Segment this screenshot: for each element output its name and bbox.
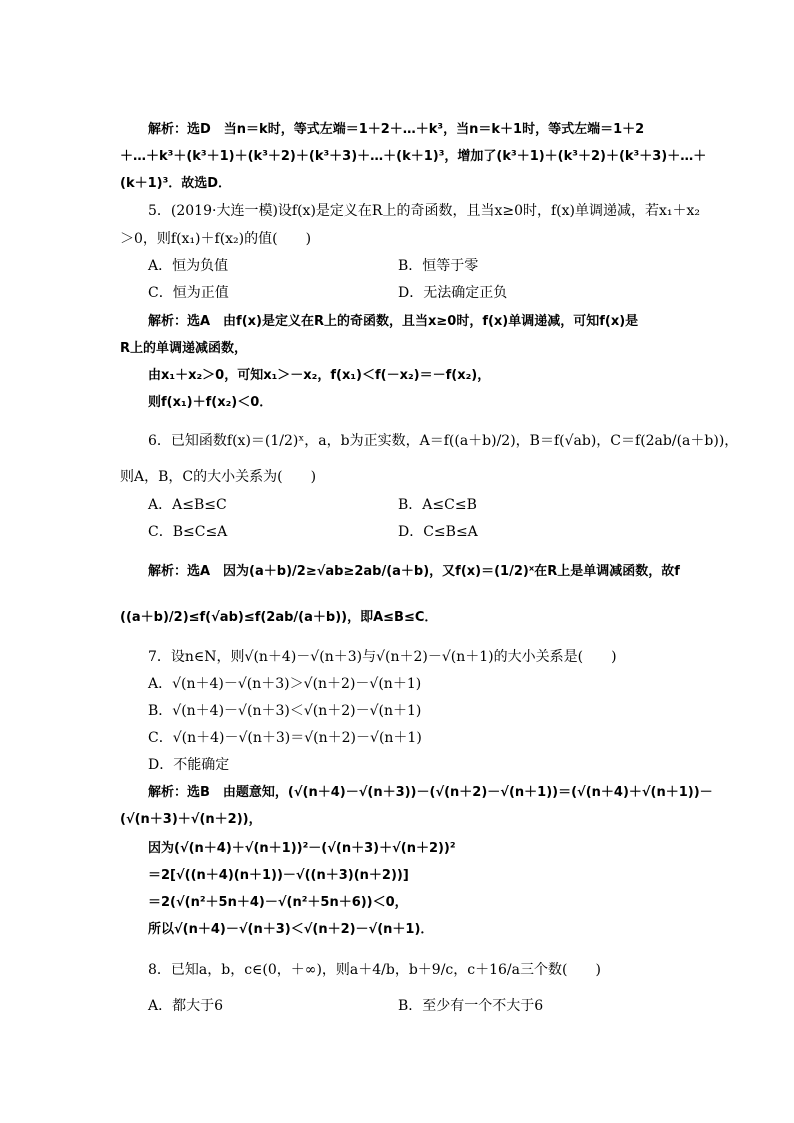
solution-line: 解析：选A 由f(x)是定义在R上的奇函数，且当x≥0时，f(x)单调递减，可知f(x)是 <box>148 314 639 329</box>
option-d: D．无法确定正负 <box>398 285 508 301</box>
option-a: A．A≤B≤C <box>148 497 227 513</box>
solution-line: R上的单调递减函数， <box>120 341 248 356</box>
text-line: 解析：选D 当n＝k时，等式左端＝1＋2＋…＋k³，当n＝k＋1时，等式左端＝1＋2 <box>148 122 645 137</box>
solution-line: ((a＋b)/2)≤f(√ab)≤f(2ab/(a＋b))，即A≤B≤C． <box>120 610 438 625</box>
text-line: ＋…＋k³＋(k³＋1)＋(k³＋2)＋(k³＋3)＋…＋(k＋1)³，增加了(k³＋1)＋(k³＋2)＋(k³＋3)＋…＋ <box>120 149 707 164</box>
text-line: ＞0，则f(x₁)＋f(x₂)的值( ) <box>120 231 312 247</box>
option-a: A．恒为负值 <box>148 258 229 274</box>
option-a: A．√(n＋4)－√(n＋3)＞√(n＋2)－√(n＋1) <box>148 676 422 692</box>
question-6: 6．已知函数f(x)＝(1/2)ˣ，a，b为正实数，A＝f((a＋b)/2)，B＝f(√ab)，C＝f(2ab/(a＋b))， <box>148 433 739 449</box>
text-line: (k＋1)³．故选D． <box>120 176 232 191</box>
option-c: C．√(n＋4)－√(n＋3)＝√(n＋2)－√(n＋1) <box>148 730 422 746</box>
solution-line: 则f(x₁)＋f(x₂)＜0． <box>148 395 273 410</box>
solution-line: 由x₁＋x₂＞0，可知x₁＞－x₂，f(x₁)＜f(－x₂)＝－f(x₂)， <box>148 368 491 383</box>
option-b: B．恒等于零 <box>398 258 479 274</box>
question-7: 7．设n∈N，则√(n＋4)－√(n＋3)与√(n＋2)－√(n＋1)的大小关系是( ) <box>148 649 617 665</box>
solution-line: 因为(√(n＋4)＋√(n＋1))²－(√(n＋3)＋√(n＋2))² <box>148 841 456 856</box>
solution-line: 解析：选A 因为(a＋b)/2≥√ab≥2ab/(a＋b)，又f(x)＝(1/2)ˣ在R上是单调减函数，故f <box>148 564 680 579</box>
question-5: 5．(2019·大连一模)设f(x)是定义在R上的奇函数，且当x≥0时，f(x)单调递减，若x₁＋x₂ <box>148 203 701 219</box>
option-b: B．A≤C≤B <box>398 497 477 513</box>
solution-line: (√(n＋3)＋√(n＋2))， <box>120 812 262 827</box>
option-d: D．不能确定 <box>148 757 230 773</box>
option-a: A．都大于6 <box>148 998 224 1014</box>
solution-line: ＝2[√((n＋4)(n＋1))－√((n＋3)(n＋2))] <box>148 868 409 883</box>
option-b: B．√(n＋4)－√(n＋3)＜√(n＋2)－√(n＋1) <box>148 703 422 719</box>
option-d: D．C≤B≤A <box>398 524 478 540</box>
solution-line: 所以√(n＋4)－√(n＋3)＜√(n＋2)－√(n＋1)． <box>148 922 434 937</box>
text-line: 则A，B，C的大小关系为( ) <box>120 469 317 485</box>
solution-line: ＝2(√(n²＋5n＋4)－√(n²＋5n＋6))＜0， <box>148 895 408 910</box>
option-c: C．B≤C≤A <box>148 524 228 540</box>
option-c: C．恒为正值 <box>148 285 229 301</box>
question-8: 8．已知a，b，c∈(0，＋∞)，则a＋4/b，b＋9/c，c＋16/a三个数( ) <box>148 962 601 978</box>
option-b: B．至少有一个不大于6 <box>398 998 544 1014</box>
solution-line: 解析：选B 由题意知，(√(n＋4)－√(n＋3))－(√(n＋2)－√(n＋1))＝(√(n＋4)＋√(n＋1))－ <box>148 785 713 800</box>
